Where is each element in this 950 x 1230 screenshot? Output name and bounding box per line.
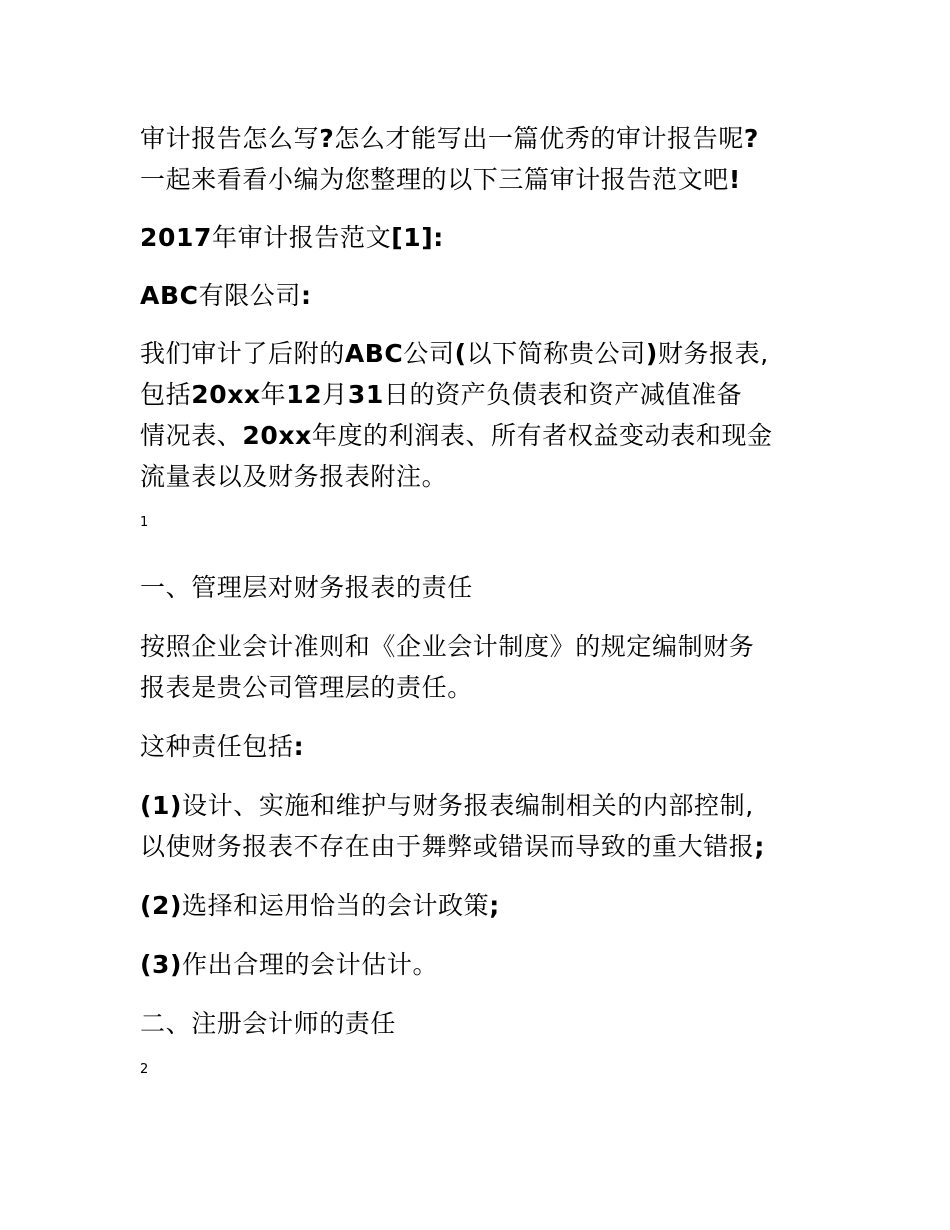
audit-line-2: 包括20xx年12月31日的资产负债表和资产减值准备: [140, 380, 743, 409]
section-2-title: 二、注册会计师的责任: [140, 1009, 397, 1038]
responsibility-item: (2)选择和运用恰当的会计政策;: [140, 891, 500, 920]
responsibility-item: (1)设计、实施和维护与财务报表编制相关的内部控制, 以使财务报表不存在由于舞弊或错误而导致的重大错报;: [140, 791, 766, 861]
audit-line-3: 情况表、20xx年度的利润表、所有者权益变动表和现金: [140, 421, 773, 450]
page-number: 1: [140, 515, 149, 530]
intro-line-2: 一起来看看小编为您整理的以下三篇审计报告范文吧!: [140, 165, 741, 194]
audit-line-4: 流量表以及财务报表附注。: [140, 462, 448, 491]
audit-line-1: 我们审计了后附的ABC公司(以下简称贵公司)财务报表,: [140, 339, 769, 368]
audit-scope-paragraph: [140, 333, 840, 497]
responsibility-intro: 这种责任包括:: [140, 732, 305, 761]
responsibility-item: (3)作出合理的会计估计。: [140, 950, 439, 979]
sample-heading: 2017年审计报告范文[1]:: [140, 223, 444, 252]
intro-line-1: 审计报告怎么写?怎么才能写出一篇优秀的审计报告呢?: [140, 124, 760, 153]
intro-paragraph: [140, 118, 840, 200]
page-number: 2: [140, 1062, 149, 1077]
salutation: ABC有限公司:: [140, 281, 312, 310]
document-body: [140, 118, 840, 1078]
section-1-title: 一、管理层对财务报表的责任: [140, 573, 473, 602]
management-responsibility-paragraph: 按照企业会计准则和《企业会计制度》的规定编制财务 报表是贵公司管理层的责任。: [140, 632, 755, 702]
